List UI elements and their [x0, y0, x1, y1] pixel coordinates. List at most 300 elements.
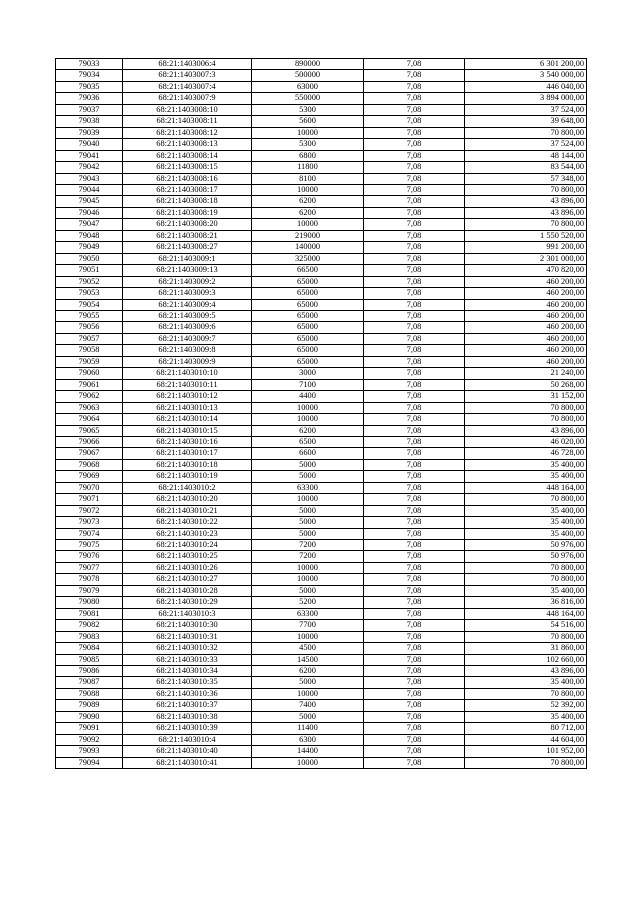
cadastral-number-cell: 68:21:1403007:4	[123, 81, 252, 92]
amount-cell: 48 144,00	[465, 150, 587, 161]
area-cell: 7700	[252, 620, 364, 631]
amount-cell: 3 540 000,00	[465, 70, 587, 81]
area-cell: 219000	[252, 230, 364, 241]
row-number-cell: 79038	[56, 116, 123, 127]
table-row	[56, 402, 587, 413]
rate-cell: 7,08	[364, 310, 465, 321]
amount-cell: 70 800,00	[465, 688, 587, 699]
area-cell: 890000	[252, 59, 364, 70]
table-row	[56, 253, 587, 264]
cadastral-number-cell: 68:21:1403010:20	[123, 494, 252, 505]
amount-cell: 80 712,00	[465, 723, 587, 734]
rate-cell: 7,08	[364, 139, 465, 150]
cadastral-number-cell: 68:21:1403010:24	[123, 540, 252, 551]
cadastral-number-cell: 68:21:1403009:1	[123, 253, 252, 264]
cadastral-number-cell: 68:21:1403010:19	[123, 471, 252, 482]
area-cell: 5300	[252, 104, 364, 115]
rate-cell: 7,08	[364, 666, 465, 677]
cadastral-number-cell: 68:21:1403010:34	[123, 666, 252, 677]
row-number-cell: 79071	[56, 494, 123, 505]
table-row	[56, 184, 587, 195]
amount-cell: 460 200,00	[465, 288, 587, 299]
table-row	[56, 116, 587, 127]
row-number-cell: 79081	[56, 608, 123, 619]
rate-cell: 7,08	[364, 597, 465, 608]
rate-cell: 7,08	[364, 391, 465, 402]
row-number-cell: 79035	[56, 81, 123, 92]
cadastral-number-cell: 68:21:1403008:13	[123, 139, 252, 150]
amount-cell: 470 820,00	[465, 265, 587, 276]
row-number-cell: 79037	[56, 104, 123, 115]
amount-cell: 70 800,00	[465, 184, 587, 195]
area-cell: 7200	[252, 551, 364, 562]
area-cell: 5000	[252, 711, 364, 722]
table-row	[56, 620, 587, 631]
rate-cell: 7,08	[364, 574, 465, 585]
row-number-cell: 79042	[56, 162, 123, 173]
rate-cell: 7,08	[364, 81, 465, 92]
rate-cell: 7,08	[364, 723, 465, 734]
table-row	[56, 356, 587, 367]
area-cell: 500000	[252, 70, 364, 81]
row-number-cell: 79036	[56, 93, 123, 104]
cadastral-number-cell: 68:21:1403010:25	[123, 551, 252, 562]
rate-cell: 7,08	[364, 288, 465, 299]
table-row	[56, 517, 587, 528]
table-row	[56, 173, 587, 184]
row-number-cell: 79073	[56, 517, 123, 528]
table-row	[56, 265, 587, 276]
row-number-cell: 79045	[56, 196, 123, 207]
rate-cell: 7,08	[364, 757, 465, 768]
amount-cell: 448 164,00	[465, 608, 587, 619]
row-number-cell: 79068	[56, 459, 123, 470]
cadastral-number-cell: 68:21:1403009:7	[123, 333, 252, 344]
row-number-cell: 79060	[56, 368, 123, 379]
amount-cell: 50 976,00	[465, 540, 587, 551]
area-cell: 10000	[252, 562, 364, 573]
area-cell: 65000	[252, 333, 364, 344]
cadastral-number-cell: 68:21:1403010:37	[123, 700, 252, 711]
cadastral-number-cell: 68:21:1403006:4	[123, 59, 252, 70]
amount-cell: 54 516,00	[465, 620, 587, 631]
area-cell: 4400	[252, 391, 364, 402]
rate-cell: 7,08	[364, 402, 465, 413]
amount-cell: 70 800,00	[465, 127, 587, 138]
row-number-cell: 79044	[56, 184, 123, 195]
table-row	[56, 333, 587, 344]
cadastral-number-cell: 68:21:1403009:4	[123, 299, 252, 310]
cadastral-number-cell: 68:21:1403010:32	[123, 643, 252, 654]
row-number-cell: 79046	[56, 207, 123, 218]
area-cell: 11800	[252, 162, 364, 173]
rate-cell: 7,08	[364, 322, 465, 333]
area-cell: 6800	[252, 150, 364, 161]
table-row	[56, 288, 587, 299]
rate-cell: 7,08	[364, 643, 465, 654]
amount-cell: 1 550 520,00	[465, 230, 587, 241]
rate-cell: 7,08	[364, 116, 465, 127]
cadastral-number-cell: 68:21:1403010:15	[123, 425, 252, 436]
rate-cell: 7,08	[364, 333, 465, 344]
amount-cell: 57 348,00	[465, 173, 587, 184]
row-number-cell: 79050	[56, 253, 123, 264]
amount-cell: 101 952,00	[465, 746, 587, 757]
area-cell: 63000	[252, 81, 364, 92]
cadastral-number-cell: 68:21:1403008:20	[123, 219, 252, 230]
row-number-cell: 79059	[56, 356, 123, 367]
table-row	[56, 494, 587, 505]
row-number-cell: 79079	[56, 585, 123, 596]
table-row	[56, 162, 587, 173]
cadastral-number-cell: 68:21:1403009:13	[123, 265, 252, 276]
area-cell: 10000	[252, 494, 364, 505]
rate-cell: 7,08	[364, 196, 465, 207]
row-number-cell: 79077	[56, 562, 123, 573]
area-cell: 7100	[252, 379, 364, 390]
amount-cell: 460 200,00	[465, 333, 587, 344]
cadastral-number-cell: 68:21:1403010:33	[123, 654, 252, 665]
row-number-cell: 79041	[56, 150, 123, 161]
row-number-cell: 79043	[56, 173, 123, 184]
rate-cell: 7,08	[364, 505, 465, 516]
rate-cell: 7,08	[364, 677, 465, 688]
area-cell: 63300	[252, 482, 364, 493]
table-row	[56, 368, 587, 379]
rate-cell: 7,08	[364, 173, 465, 184]
area-cell: 5300	[252, 139, 364, 150]
table-row	[56, 425, 587, 436]
area-cell: 6200	[252, 196, 364, 207]
amount-cell: 44 604,00	[465, 734, 587, 745]
rate-cell: 7,08	[364, 265, 465, 276]
area-cell: 6600	[252, 448, 364, 459]
area-cell: 63300	[252, 608, 364, 619]
amount-cell: 102 660,00	[465, 654, 587, 665]
area-cell: 14500	[252, 654, 364, 665]
row-number-cell: 79058	[56, 345, 123, 356]
area-cell: 10000	[252, 127, 364, 138]
table-row	[56, 574, 587, 585]
row-number-cell: 79083	[56, 631, 123, 642]
amount-cell: 70 800,00	[465, 631, 587, 642]
table-row	[56, 276, 587, 287]
rate-cell: 7,08	[364, 688, 465, 699]
cadastral-number-cell: 68:21:1403010:10	[123, 368, 252, 379]
amount-cell: 460 200,00	[465, 345, 587, 356]
table-row	[56, 70, 587, 81]
area-cell: 65000	[252, 299, 364, 310]
rate-cell: 7,08	[364, 368, 465, 379]
area-cell: 65000	[252, 276, 364, 287]
table-row	[56, 242, 587, 253]
row-number-cell: 79056	[56, 322, 123, 333]
amount-cell: 36 816,00	[465, 597, 587, 608]
row-number-cell: 79087	[56, 677, 123, 688]
table-row	[56, 150, 587, 161]
rate-cell: 7,08	[364, 448, 465, 459]
rate-cell: 7,08	[364, 207, 465, 218]
rate-cell: 7,08	[364, 459, 465, 470]
area-cell: 14400	[252, 746, 364, 757]
amount-cell: 70 800,00	[465, 402, 587, 413]
row-number-cell: 79075	[56, 540, 123, 551]
cadastral-number-cell: 68:21:1403010:4	[123, 734, 252, 745]
amount-cell: 43 896,00	[465, 207, 587, 218]
cadastral-number-cell: 68:21:1403008:14	[123, 150, 252, 161]
area-cell: 10000	[252, 219, 364, 230]
cadastral-number-cell: 68:21:1403010:23	[123, 528, 252, 539]
table-row	[56, 597, 587, 608]
rate-cell: 7,08	[364, 620, 465, 631]
area-cell: 65000	[252, 310, 364, 321]
row-number-cell: 79063	[56, 402, 123, 413]
cadastral-number-cell: 68:21:1403008:11	[123, 116, 252, 127]
amount-cell: 460 200,00	[465, 276, 587, 287]
cadastral-table	[55, 58, 587, 769]
amount-cell: 35 400,00	[465, 677, 587, 688]
cadastral-number-cell: 68:21:1403010:29	[123, 597, 252, 608]
amount-cell: 35 400,00	[465, 711, 587, 722]
table-row	[56, 196, 587, 207]
cadastral-number-cell: 68:21:1403008:10	[123, 104, 252, 115]
cadastral-number-cell: 68:21:1403008:17	[123, 184, 252, 195]
area-cell: 325000	[252, 253, 364, 264]
area-cell: 65000	[252, 345, 364, 356]
cadastral-number-cell: 68:21:1403010:36	[123, 688, 252, 699]
rate-cell: 7,08	[364, 276, 465, 287]
amount-cell: 21 240,00	[465, 368, 587, 379]
cadastral-number-cell: 68:21:1403009:5	[123, 310, 252, 321]
table-row	[56, 414, 587, 425]
area-cell: 5000	[252, 677, 364, 688]
table-row	[56, 666, 587, 677]
table-row	[56, 322, 587, 333]
amount-cell: 83 544,00	[465, 162, 587, 173]
rate-cell: 7,08	[364, 70, 465, 81]
amount-cell: 35 400,00	[465, 528, 587, 539]
area-cell: 10000	[252, 402, 364, 413]
amount-cell: 448 164,00	[465, 482, 587, 493]
row-number-cell: 79055	[56, 310, 123, 321]
rate-cell: 7,08	[364, 711, 465, 722]
cadastral-number-cell: 68:21:1403010:21	[123, 505, 252, 516]
cadastral-number-cell: 68:21:1403010:28	[123, 585, 252, 596]
area-cell: 11400	[252, 723, 364, 734]
amount-cell: 43 896,00	[465, 196, 587, 207]
amount-cell: 2 301 000,00	[465, 253, 587, 264]
rate-cell: 7,08	[364, 242, 465, 253]
rate-cell: 7,08	[364, 551, 465, 562]
amount-cell: 3 894 000,00	[465, 93, 587, 104]
area-cell: 140000	[252, 242, 364, 253]
amount-cell: 35 400,00	[465, 459, 587, 470]
rate-cell: 7,08	[364, 608, 465, 619]
area-cell: 10000	[252, 414, 364, 425]
cadastral-number-cell: 68:21:1403010:22	[123, 517, 252, 528]
area-cell: 6200	[252, 425, 364, 436]
amount-cell: 991 200,00	[465, 242, 587, 253]
rate-cell: 7,08	[364, 219, 465, 230]
row-number-cell: 79040	[56, 139, 123, 150]
row-number-cell: 79078	[56, 574, 123, 585]
area-cell: 5000	[252, 585, 364, 596]
row-number-cell: 79086	[56, 666, 123, 677]
row-number-cell: 79047	[56, 219, 123, 230]
row-number-cell: 79054	[56, 299, 123, 310]
table-row	[56, 528, 587, 539]
row-number-cell: 79067	[56, 448, 123, 459]
rate-cell: 7,08	[364, 700, 465, 711]
row-number-cell: 79053	[56, 288, 123, 299]
table-row	[56, 104, 587, 115]
table-row	[56, 59, 587, 70]
amount-cell: 43 896,00	[465, 666, 587, 677]
area-cell: 8100	[252, 173, 364, 184]
table-row	[56, 471, 587, 482]
area-cell: 3000	[252, 368, 364, 379]
cadastral-number-cell: 68:21:1403010:38	[123, 711, 252, 722]
amount-cell: 35 400,00	[465, 471, 587, 482]
cadastral-number-cell: 68:21:1403010:31	[123, 631, 252, 642]
table-row	[56, 81, 587, 92]
table-row	[56, 505, 587, 516]
rate-cell: 7,08	[364, 230, 465, 241]
rate-cell: 7,08	[364, 184, 465, 195]
row-number-cell: 79092	[56, 734, 123, 745]
cadastral-number-cell: 68:21:1403010:14	[123, 414, 252, 425]
area-cell: 5600	[252, 116, 364, 127]
area-cell: 10000	[252, 631, 364, 642]
row-number-cell: 79085	[56, 654, 123, 665]
row-number-cell: 79084	[56, 643, 123, 654]
amount-cell: 460 200,00	[465, 310, 587, 321]
area-cell: 65000	[252, 322, 364, 333]
amount-cell: 70 800,00	[465, 219, 587, 230]
cadastral-number-cell: 68:21:1403008:19	[123, 207, 252, 218]
rate-cell: 7,08	[364, 734, 465, 745]
cadastral-number-cell: 68:21:1403010:13	[123, 402, 252, 413]
row-number-cell: 79039	[56, 127, 123, 138]
table-row	[56, 345, 587, 356]
row-number-cell: 79090	[56, 711, 123, 722]
table-row	[56, 299, 587, 310]
table-row	[56, 746, 587, 757]
amount-cell: 52 392,00	[465, 700, 587, 711]
table-row	[56, 219, 587, 230]
cadastral-number-cell: 68:21:1403010:30	[123, 620, 252, 631]
row-number-cell: 79080	[56, 597, 123, 608]
table-row	[56, 723, 587, 734]
row-number-cell: 79093	[56, 746, 123, 757]
amount-cell: 37 524,00	[465, 139, 587, 150]
rate-cell: 7,08	[364, 528, 465, 539]
cadastral-number-cell: 68:21:1403009:6	[123, 322, 252, 333]
rate-cell: 7,08	[364, 436, 465, 447]
rate-cell: 7,08	[364, 104, 465, 115]
table-row	[56, 93, 587, 104]
rate-cell: 7,08	[364, 471, 465, 482]
cadastral-number-cell: 68:21:1403010:16	[123, 436, 252, 447]
area-cell: 5000	[252, 459, 364, 470]
row-number-cell: 79076	[56, 551, 123, 562]
rate-cell: 7,08	[364, 631, 465, 642]
table-body	[56, 59, 587, 769]
amount-cell: 31 152,00	[465, 391, 587, 402]
table-row	[56, 459, 587, 470]
row-number-cell: 79091	[56, 723, 123, 734]
rate-cell: 7,08	[364, 654, 465, 665]
cadastral-number-cell: 68:21:1403008:15	[123, 162, 252, 173]
table-row	[56, 482, 587, 493]
table-row	[56, 230, 587, 241]
table-row	[56, 734, 587, 745]
area-cell: 6200	[252, 207, 364, 218]
table-row	[56, 379, 587, 390]
rate-cell: 7,08	[364, 253, 465, 264]
cadastral-number-cell: 68:21:1403007:3	[123, 70, 252, 81]
area-cell: 6200	[252, 666, 364, 677]
rate-cell: 7,08	[364, 562, 465, 573]
cadastral-number-cell: 68:21:1403010:18	[123, 459, 252, 470]
rate-cell: 7,08	[364, 517, 465, 528]
area-cell: 6500	[252, 436, 364, 447]
rate-cell: 7,08	[364, 585, 465, 596]
row-number-cell: 79065	[56, 425, 123, 436]
amount-cell: 37 524,00	[465, 104, 587, 115]
area-cell: 5200	[252, 597, 364, 608]
cadastral-number-cell: 68:21:1403010:3	[123, 608, 252, 619]
area-cell: 5000	[252, 528, 364, 539]
rate-cell: 7,08	[364, 425, 465, 436]
rate-cell: 7,08	[364, 379, 465, 390]
cadastral-number-cell: 68:21:1403010:39	[123, 723, 252, 734]
cadastral-number-cell: 68:21:1403007:9	[123, 93, 252, 104]
cadastral-number-cell: 68:21:1403010:2	[123, 482, 252, 493]
table-row	[56, 562, 587, 573]
amount-cell: 460 200,00	[465, 356, 587, 367]
amount-cell: 46 020,00	[465, 436, 587, 447]
table-row	[56, 139, 587, 150]
area-cell: 10000	[252, 757, 364, 768]
row-number-cell: 79074	[56, 528, 123, 539]
cadastral-number-cell: 68:21:1403009:3	[123, 288, 252, 299]
table-row	[56, 654, 587, 665]
cadastral-number-cell: 68:21:1403010:40	[123, 746, 252, 757]
table-row	[56, 391, 587, 402]
table-row	[56, 436, 587, 447]
amount-cell: 70 800,00	[465, 494, 587, 505]
row-number-cell: 79049	[56, 242, 123, 253]
cadastral-number-cell: 68:21:1403010:12	[123, 391, 252, 402]
row-number-cell: 79070	[56, 482, 123, 493]
amount-cell: 446 040,00	[465, 81, 587, 92]
row-number-cell: 79033	[56, 59, 123, 70]
table-row	[56, 127, 587, 138]
area-cell: 65000	[252, 356, 364, 367]
row-number-cell: 79062	[56, 391, 123, 402]
rate-cell: 7,08	[364, 414, 465, 425]
rate-cell: 7,08	[364, 162, 465, 173]
table-row	[56, 631, 587, 642]
amount-cell: 70 800,00	[465, 574, 587, 585]
cadastral-number-cell: 68:21:1403008:27	[123, 242, 252, 253]
amount-cell: 31 860,00	[465, 643, 587, 654]
cadastral-number-cell: 68:21:1403010:41	[123, 757, 252, 768]
row-number-cell: 79034	[56, 70, 123, 81]
table-row	[56, 585, 587, 596]
amount-cell: 70 800,00	[465, 757, 587, 768]
